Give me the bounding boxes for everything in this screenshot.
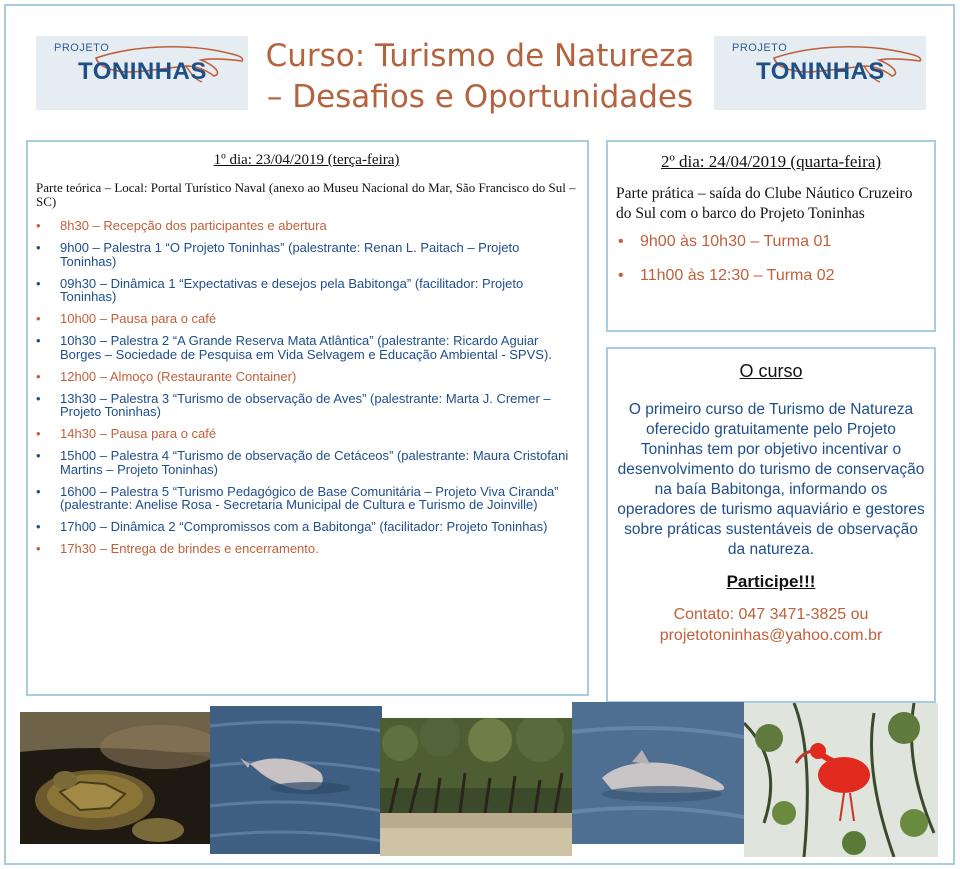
title-line-2: – Desafios e Oportunidades xyxy=(266,79,694,115)
logo-toninhas-text: TONINHAS xyxy=(78,58,207,85)
dolphin-swimming-photo-icon xyxy=(572,702,744,844)
photo-sea-turtle xyxy=(20,712,210,844)
bullet-icon: • xyxy=(36,218,41,233)
day1-heading: 1º dia: 23/04/2019 (terça-feira) xyxy=(213,152,400,168)
day1-list xyxy=(36,219,577,556)
course-info-box xyxy=(606,347,936,703)
bullet-icon: • xyxy=(36,368,41,384)
bullet-icon: • xyxy=(36,483,41,499)
day1-item-text: 9h00 – Palestra 1 “O Projeto Toninhas” (palestrante: Renan L. Paitach – Projeto Toninhas) xyxy=(60,240,520,269)
dolphin-surfacing-photo-icon xyxy=(210,706,382,854)
day1-item xyxy=(36,334,577,361)
day1-item xyxy=(36,449,577,476)
bullet-icon: • xyxy=(36,311,41,326)
day1-item xyxy=(36,542,577,556)
day2-heading: 2º dia: 24/04/2019 (quarta-feira) xyxy=(660,152,882,171)
mangrove-photo-icon xyxy=(380,718,572,856)
day1-item xyxy=(36,219,577,233)
day2-item xyxy=(616,266,926,286)
bullet-icon: • xyxy=(618,267,624,284)
bullet-icon: • xyxy=(36,519,41,534)
title-line-1: Curso: Turismo de Natureza xyxy=(265,38,695,74)
bullet-icon: • xyxy=(36,541,41,556)
sea-turtle-photo-icon xyxy=(20,712,210,844)
day2-list xyxy=(616,232,926,286)
photo-dolphin-swimming xyxy=(572,702,744,844)
day1-item-text: 8h30 – Recepção dos participantes e abertura xyxy=(60,218,327,233)
course-heading: O curso xyxy=(739,361,803,381)
bullet-icon: • xyxy=(36,240,41,255)
logo-projeto-text: PROJETO xyxy=(732,42,788,54)
day1-item xyxy=(36,427,577,441)
course-description: O primeiro curso de Turismo de Natureza oferecido gratuitamente pelo Projeto Toninhas tem por objetivo incentivar o desenvolvimento do turismo de conservação na baía Babitonga, informando os operadores de turismo aquaviário e gestores sobre práticas sustentáveis de observação da natureza. xyxy=(617,401,925,558)
bullet-icon: • xyxy=(36,275,41,291)
photo-mangrove xyxy=(380,718,572,856)
logo-toninhas-text: TONINHAS xyxy=(756,58,885,85)
scarlet-ibis-photo-icon xyxy=(744,703,938,857)
day1-item-text: 17h30 – Entrega de brindes e encerramento. xyxy=(60,541,319,556)
day1-item xyxy=(36,392,577,419)
contact-email[interactable]: projetotoninhas@yahoo.com.br xyxy=(659,627,883,644)
photo-dolphin-surfacing xyxy=(210,706,382,854)
day1-item xyxy=(36,241,577,268)
bullet-icon: • xyxy=(36,390,41,406)
participate-callout: Participe!!! xyxy=(726,572,816,591)
photo-scarlet-ibis xyxy=(744,703,938,857)
day1-item-text: 16h00 – Palestra 5 “Turismo Pedagógico de Base Comunitária – Projeto Viva Ciranda” (palestrante: Anelise Rosa - Secretaria Municipal de Cultura e Turismo de Joinville) xyxy=(60,483,559,512)
day1-intro: Parte teórica – Local: Portal Turístico Naval (anexo ao Museu Nacional do Mar, São Francisco do Sul – SC) xyxy=(36,180,576,209)
bullet-icon: • xyxy=(36,333,41,348)
day1-item xyxy=(36,520,577,534)
bullet-icon: • xyxy=(36,426,41,441)
day1-item-text: 15h00 – Palestra 4 “Turismo de observação de Cetáceos” (palestrante: Maura Cristofani Martins – Projeto Toninhas) xyxy=(60,448,569,477)
day1-item-text: 13h30 – Palestra 3 “Turismo de observação de Aves” (palestrante: Marta J. Cremer – Projeto Toninhas) xyxy=(60,390,551,419)
day2-item-text: 9h00 às 10h30 – Turma 01 xyxy=(640,233,832,250)
day1-item-text: 10h00 – Pausa para o café xyxy=(60,311,217,326)
contact-phone: Contato: 047 3471-3825 ou xyxy=(673,606,869,623)
day1-item-text: 12h00 – Almoço (Restaurante Container) xyxy=(60,368,297,384)
day2-schedule-box xyxy=(606,140,936,332)
logo-projeto-toninhas-left xyxy=(36,36,248,110)
logo-projeto-text: PROJETO xyxy=(54,42,110,54)
page-title xyxy=(250,36,710,118)
day1-item xyxy=(36,312,577,326)
logo-projeto-toninhas-right xyxy=(714,36,926,110)
day2-intro: Parte prática – saída do Clube Náutico Cruzeiro do Sul com o barco do Projeto Toninhas xyxy=(616,185,913,222)
bullet-icon: • xyxy=(618,233,624,250)
day1-item-text: 09h30 – Dinâmica 1 “Expectativas e desejos pela Babitonga” (facilitador: Projeto Toninhas) xyxy=(60,275,524,304)
day2-item xyxy=(616,232,926,252)
day1-item-text: 14h30 – Pausa para o café xyxy=(60,426,217,441)
bullet-icon: • xyxy=(36,448,41,463)
day1-item-text: 10h30 – Palestra 2 “A Grande Reserva Mata Atlântica” (palestrante: Ricardo Aguiar Borges – Sociedade de Pesquisa em Vida Selvagem e Educação Ambiental - SPVS). xyxy=(60,333,552,362)
day1-item-text: 17h00 – Dinâmica 2 “Compromissos com a Babitonga” (facilitador: Projeto Toninhas) xyxy=(60,519,548,534)
contact-info xyxy=(616,604,926,646)
day1-item xyxy=(36,485,577,512)
day2-item-text: 11h00 às 12:30 – Turma 02 xyxy=(640,267,835,284)
day1-item xyxy=(36,277,577,304)
day1-item xyxy=(36,370,577,384)
day1-schedule-box xyxy=(26,140,589,696)
